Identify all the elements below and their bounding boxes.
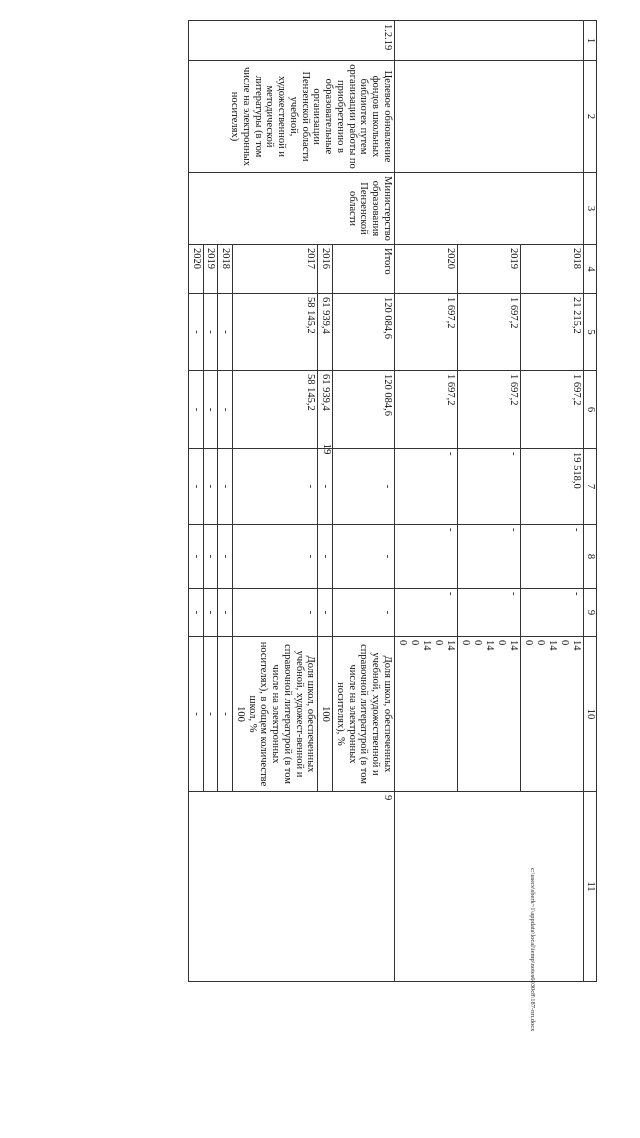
indicator-text: Доля школ, обеспеченных учебной, художест-венной и справочной литературой (в том числе на электронных носителях), в общем количестве школ, % <box>246 641 317 787</box>
column-number: 6 <box>584 371 597 449</box>
local-budget-cell: - <box>333 525 395 589</box>
local-budget-cell: - <box>395 525 458 589</box>
column-number: 2 <box>584 61 597 173</box>
total-cell: 1 697,2 <box>395 294 458 371</box>
table-row <box>333 21 395 982</box>
local-budget-cell: - <box>458 525 521 589</box>
regional-budget-cell: 120 084,6 <box>333 371 395 449</box>
year-cell: 2017 <box>233 245 318 294</box>
regional-budget-cell: 1 697,2 <box>458 371 521 449</box>
other-sources-cell: - <box>203 589 218 637</box>
federal-budget-cell: - <box>458 449 521 525</box>
year-cell: 2018 <box>218 245 233 294</box>
indicator-values-cell <box>458 637 521 792</box>
prev-item-num-cell <box>395 21 584 61</box>
indicator-value: 14 <box>421 640 432 651</box>
total-cell: 120 084,6 <box>333 294 395 371</box>
column-number: 4 <box>584 245 597 294</box>
regional-budget-cell: 1 697,2 <box>395 371 458 449</box>
indicator-value: 0 <box>559 640 570 646</box>
indicator-text: Доля школ, обеспеченных учебной, художественной и справочной литературой (в том числе на электронных носителях), % <box>333 637 395 792</box>
regional-budget-cell: - <box>189 371 204 449</box>
year-cell: 2018 <box>521 245 584 294</box>
regional-budget-cell: - <box>218 371 233 449</box>
total-cell: 1 697,2 <box>458 294 521 371</box>
other-sources-cell: - <box>395 589 458 637</box>
federal-budget-cell: - <box>203 449 218 525</box>
indicator-value: 0 <box>523 640 534 646</box>
col11-value: 9 <box>189 792 395 982</box>
other-sources-cell: - <box>189 589 204 637</box>
column-number: 1 <box>584 21 597 61</box>
indicator-values-cell <box>395 637 458 792</box>
total-cell: - <box>189 294 204 371</box>
rotated-table-container <box>75 20 597 892</box>
total-cell: 58 145,2 <box>233 294 318 371</box>
executor-name: Министерство образования Пензенской области <box>189 173 395 245</box>
column-number-row <box>584 21 597 982</box>
indicator-value: - <box>189 637 204 792</box>
prev-item-name-cell <box>395 61 584 173</box>
indicator-value: - <box>218 637 233 792</box>
indicator-value: 14 <box>571 640 582 651</box>
federal-budget-cell: - <box>218 449 233 525</box>
indicator-value: 14 <box>484 640 495 651</box>
program-activities-table <box>188 20 597 982</box>
other-sources-cell: - <box>333 589 395 637</box>
indicator-value: - <box>203 637 218 792</box>
regional-budget-cell: 58 145,2 <box>233 371 318 449</box>
local-budget-cell: - <box>318 525 333 589</box>
indicator-value: 14 <box>547 640 558 651</box>
local-budget-cell: - <box>233 525 318 589</box>
prev-item-executor-cell <box>395 173 584 245</box>
indicator-values-cell <box>521 637 584 792</box>
federal-budget-cell: - <box>318 449 333 525</box>
indicator-value: 100 <box>318 637 333 792</box>
indicator-value: 14 <box>508 640 519 651</box>
total-cell: 61 939,4 <box>318 294 333 371</box>
federal-budget-cell: - <box>189 449 204 525</box>
column-number: 10 <box>584 637 597 792</box>
year-cell: 2020 <box>189 245 204 294</box>
column-number: 5 <box>584 294 597 371</box>
table-row <box>521 21 584 982</box>
footer-file-path: c:\users\sberk~1\appdata\local\temp\notes6030c8\187-пп.docx <box>529 868 536 1032</box>
indicator-value: 0 <box>409 640 420 646</box>
indicator-value: 0 <box>496 640 507 646</box>
other-sources-cell: - <box>218 589 233 637</box>
indicator-value: 14 <box>445 640 456 651</box>
year-cell: 2016 <box>318 245 333 294</box>
local-budget-cell: - <box>189 525 204 589</box>
column-number: 8 <box>584 525 597 589</box>
indicator-value: 100 <box>235 706 246 722</box>
federal-budget-cell: 19 518,0 <box>521 449 584 525</box>
indicator-value: 0 <box>460 640 471 646</box>
column-number: 3 <box>584 173 597 245</box>
federal-budget-cell: - <box>395 449 458 525</box>
total-cell: - <box>218 294 233 371</box>
local-budget-cell: - <box>521 525 584 589</box>
federal-budget-cell: - <box>233 449 318 525</box>
column-number: 11 <box>584 792 597 982</box>
year-cell: 2019 <box>458 245 521 294</box>
local-budget-cell: - <box>218 525 233 589</box>
total-cell: - <box>203 294 218 371</box>
regional-budget-cell: - <box>203 371 218 449</box>
other-sources-cell: - <box>318 589 333 637</box>
other-sources-cell: - <box>458 589 521 637</box>
regional-budget-cell: 61 939,4 <box>318 371 333 449</box>
activity-name: Целевое обновление фондов школьных библиотек путем организации работы по приобретению в образовательные организации Пензенской области учебной, художественной и методической литературы (в том числе на электронных носителях) <box>189 61 395 173</box>
year-cell: Итого <box>333 245 395 294</box>
indicator-value: 0 <box>397 640 408 646</box>
other-sources-cell: - <box>233 589 318 637</box>
total-cell: 21 215,2 <box>521 294 584 371</box>
regional-budget-cell: 1 697,2 <box>521 371 584 449</box>
local-budget-cell: - <box>203 525 218 589</box>
federal-budget-cell: - <box>333 449 395 525</box>
indicator-cell <box>233 637 318 792</box>
indicator-value: 0 <box>472 640 483 646</box>
item-number: 1.2.19 <box>189 21 395 61</box>
indicator-value: 0 <box>433 640 444 646</box>
indicator-value: 0 <box>535 640 546 646</box>
other-sources-cell: - <box>521 589 584 637</box>
year-cell: 2020 <box>395 245 458 294</box>
column-number: 9 <box>584 589 597 637</box>
year-cell: 2019 <box>203 245 218 294</box>
prev-item-col11-cell <box>395 792 584 982</box>
page-number: 19 <box>321 443 333 455</box>
column-number: 7 <box>584 449 597 525</box>
